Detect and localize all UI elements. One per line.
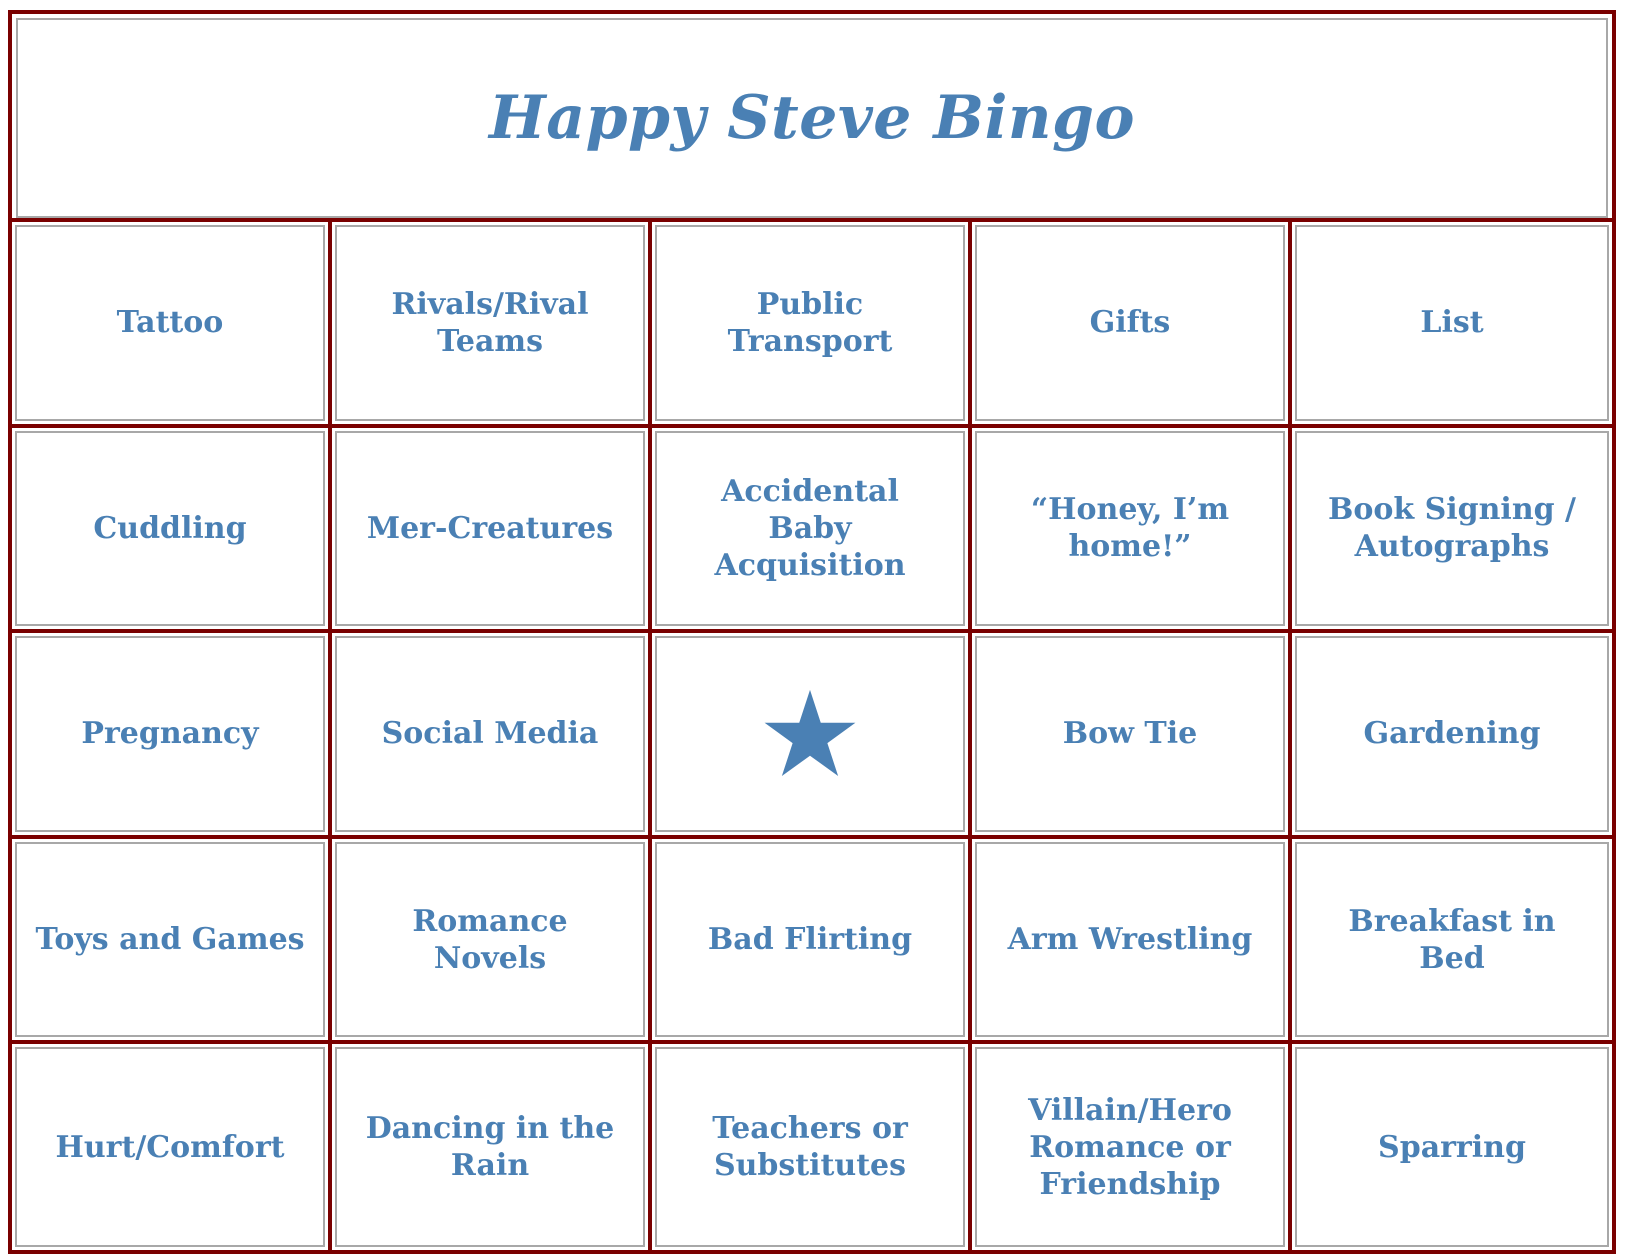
- bingo-square[interactable]: [332, 633, 652, 839]
- bingo-square[interactable]: [332, 1044, 652, 1250]
- bingo-square[interactable]: [12, 222, 332, 428]
- square-label: Gardening: [1363, 716, 1541, 752]
- bingo-square[interactable]: [1292, 839, 1612, 1045]
- square-label: Toys and Games: [35, 922, 305, 958]
- bingo-square[interactable]: [972, 1044, 1292, 1250]
- bingo-square[interactable]: [1292, 428, 1612, 634]
- bingo-square[interactable]: [12, 1044, 332, 1250]
- bingo-square[interactable]: [652, 428, 972, 634]
- bingo-square[interactable]: [972, 633, 1292, 839]
- square-label: Mer-Creatures: [366, 510, 614, 546]
- square-label: Bad Flirting: [707, 922, 913, 958]
- bingo-square[interactable]: [1292, 633, 1612, 839]
- title-cell: [16, 18, 1608, 218]
- square-label: Cuddling: [93, 510, 247, 546]
- bingo-square[interactable]: [972, 222, 1292, 428]
- square-label: Bow Tie: [1062, 716, 1198, 752]
- square-label: “Honey, I’m home!”: [1030, 492, 1230, 565]
- square-label: Pregnancy: [81, 716, 259, 752]
- square-label: List: [1420, 305, 1484, 341]
- square-label: Dancing in the Rain: [365, 1111, 615, 1184]
- square-label: Romance Novels: [412, 903, 568, 976]
- board-title: Happy Steve Bingo: [489, 83, 1135, 153]
- square-label: Tattoo: [116, 305, 224, 341]
- square-label: Teachers or Substitutes: [712, 1111, 908, 1184]
- star-icon: [762, 686, 858, 782]
- square-label: Social Media: [381, 716, 599, 752]
- square-label: Rivals/Rival Teams: [391, 286, 589, 359]
- bingo-square[interactable]: [972, 839, 1292, 1045]
- bingo-square[interactable]: [652, 222, 972, 428]
- bingo-square[interactable]: [332, 222, 652, 428]
- square-label: Accidental Baby Acquisition: [714, 473, 906, 583]
- square-label: Public Transport: [727, 286, 893, 359]
- square-label: Villain/Hero Romance or Friendship: [1028, 1092, 1232, 1202]
- bingo-square[interactable]: [12, 839, 332, 1045]
- square-label: Sparring: [1378, 1129, 1526, 1165]
- square-label: Breakfast in Bed: [1348, 903, 1556, 976]
- bingo-square[interactable]: [972, 428, 1292, 634]
- bingo-square[interactable]: [332, 839, 652, 1045]
- square-label: Book Signing / Autographs: [1327, 492, 1577, 565]
- square-label: Hurt/Comfort: [55, 1129, 285, 1165]
- free-space-square[interactable]: [652, 633, 972, 839]
- bingo-square[interactable]: [12, 428, 332, 634]
- bingo-square[interactable]: [652, 839, 972, 1045]
- bingo-board: [8, 10, 1616, 1254]
- bingo-square[interactable]: [1292, 222, 1612, 428]
- bingo-square[interactable]: [1292, 1044, 1612, 1250]
- bingo-grid: [12, 218, 1612, 1250]
- bingo-square[interactable]: [332, 428, 652, 634]
- bingo-square[interactable]: [12, 633, 332, 839]
- square-label: Arm Wrestling: [1007, 922, 1253, 958]
- bingo-square[interactable]: [652, 1044, 972, 1250]
- square-label: Gifts: [1089, 305, 1171, 341]
